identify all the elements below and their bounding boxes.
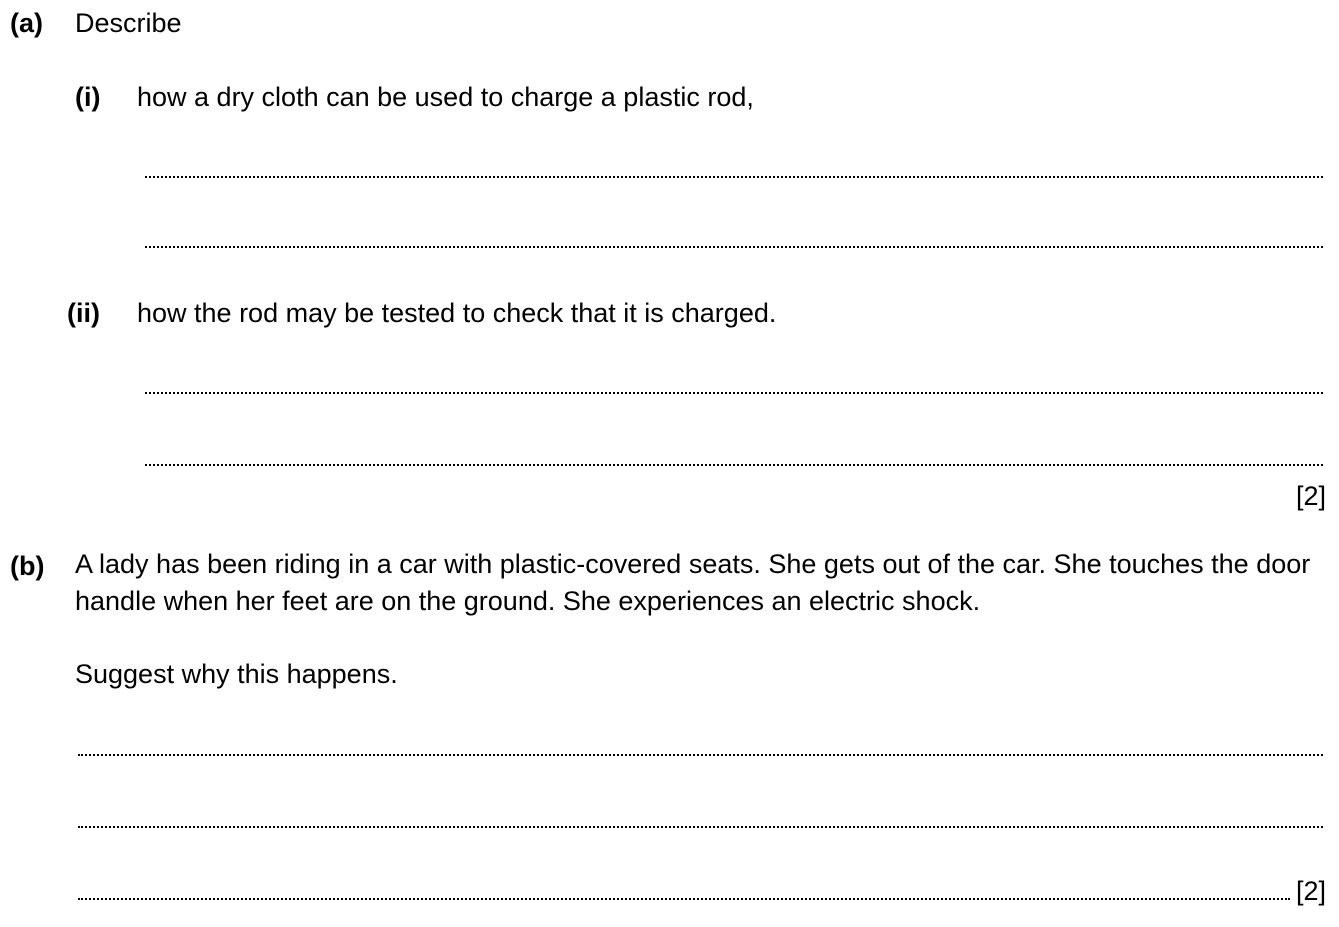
question-label-a: (a): [10, 8, 43, 38]
subquestion-text-ii: how the rod may be tested to check that it is charged.: [137, 298, 777, 328]
question-prompt-b: Suggest why this happens.: [75, 659, 398, 689]
subquestion-label-ii: (ii): [67, 298, 100, 328]
marks-b: [2]: [1295, 876, 1326, 906]
answer-line[interactable]: [78, 826, 1323, 828]
subquestion-label-i: (i): [75, 82, 101, 112]
subquestion-text-i: how a dry cloth can be used to charge a plastic rod,: [137, 82, 754, 112]
answer-line[interactable]: [145, 176, 1323, 178]
question-label-b: (b): [10, 551, 45, 581]
answer-line[interactable]: [145, 392, 1323, 394]
question-text-b: A lady has been riding in a car with plastic-covered seats. She gets out of the car. She touches the door handle when her feet are on the ground. She experiences an electric shock.: [75, 549, 1311, 616]
answer-line[interactable]: [78, 898, 1290, 900]
answer-line[interactable]: [145, 246, 1323, 248]
question-stem-a: Describe: [75, 8, 182, 38]
answer-line[interactable]: [78, 754, 1323, 756]
answer-line[interactable]: [145, 464, 1323, 466]
marks-a: [2]: [1295, 481, 1326, 511]
